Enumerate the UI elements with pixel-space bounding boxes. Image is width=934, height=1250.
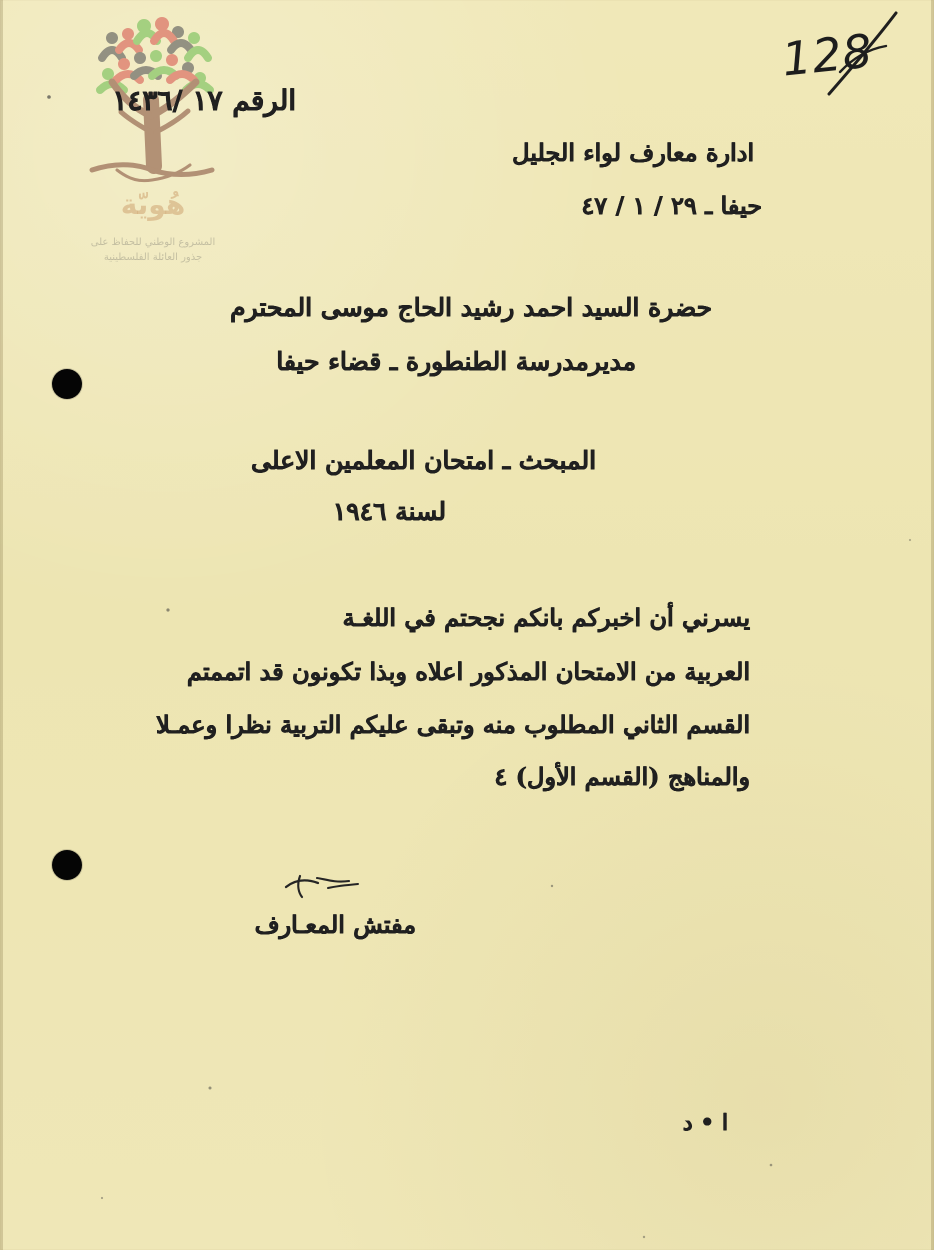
watermark-brand: هُويّة bbox=[120, 188, 186, 221]
letter-date: حيفا ـ ٢٩ / ١ / ٤٧ bbox=[581, 191, 762, 220]
watermark-line-2: جذور العائلة الفلسطينية bbox=[103, 252, 203, 263]
signature-title: مفتش المعـارف bbox=[254, 910, 416, 939]
handwritten-initials-icon bbox=[276, 864, 368, 904]
heritage-watermark bbox=[82, 16, 224, 264]
body-line-2: العربية من الامتحان المذكور اعلاه وبذا تكونون قد اتممتم bbox=[186, 657, 750, 686]
watermark-line-1: المشروع الوطني للحفاظ على bbox=[90, 237, 216, 248]
recipient-line-2: مديرمدرسة الطنطورة ـ قضاء حيفا bbox=[276, 347, 636, 376]
punch-hole-bottom bbox=[52, 850, 82, 880]
handwritten-number-text: 128 bbox=[779, 23, 876, 87]
left-page-edge bbox=[0, 0, 3, 1250]
subject-line-1: المبحث ـ امتحان المعلمين الاعلى bbox=[251, 446, 596, 475]
body-line-3: القسم الثاني المطلوب منه وتبقى عليكم التربية نظرا وعمـلا bbox=[155, 710, 750, 739]
footer-code: ا • د bbox=[682, 1110, 728, 1136]
handwritten-page-number bbox=[768, 0, 934, 110]
department-name: ادارة معارف لواء الجليل bbox=[512, 138, 754, 167]
body-line-4: والمناهج (القسم الأول) ٤ bbox=[494, 762, 750, 791]
recipient-line-1: حضرة السيد احمد رشيد الحاج موسى المحترم bbox=[230, 293, 712, 322]
body-line-1: يسرني أن اخبركم بانكم نجحتم في اللغـة bbox=[342, 603, 750, 632]
reference-number: الرقم ١٧ /١٤٣٦ bbox=[112, 84, 296, 117]
subject-line-2: لسنة ١٩٤٦ bbox=[332, 497, 446, 526]
punch-hole-top bbox=[52, 369, 82, 399]
